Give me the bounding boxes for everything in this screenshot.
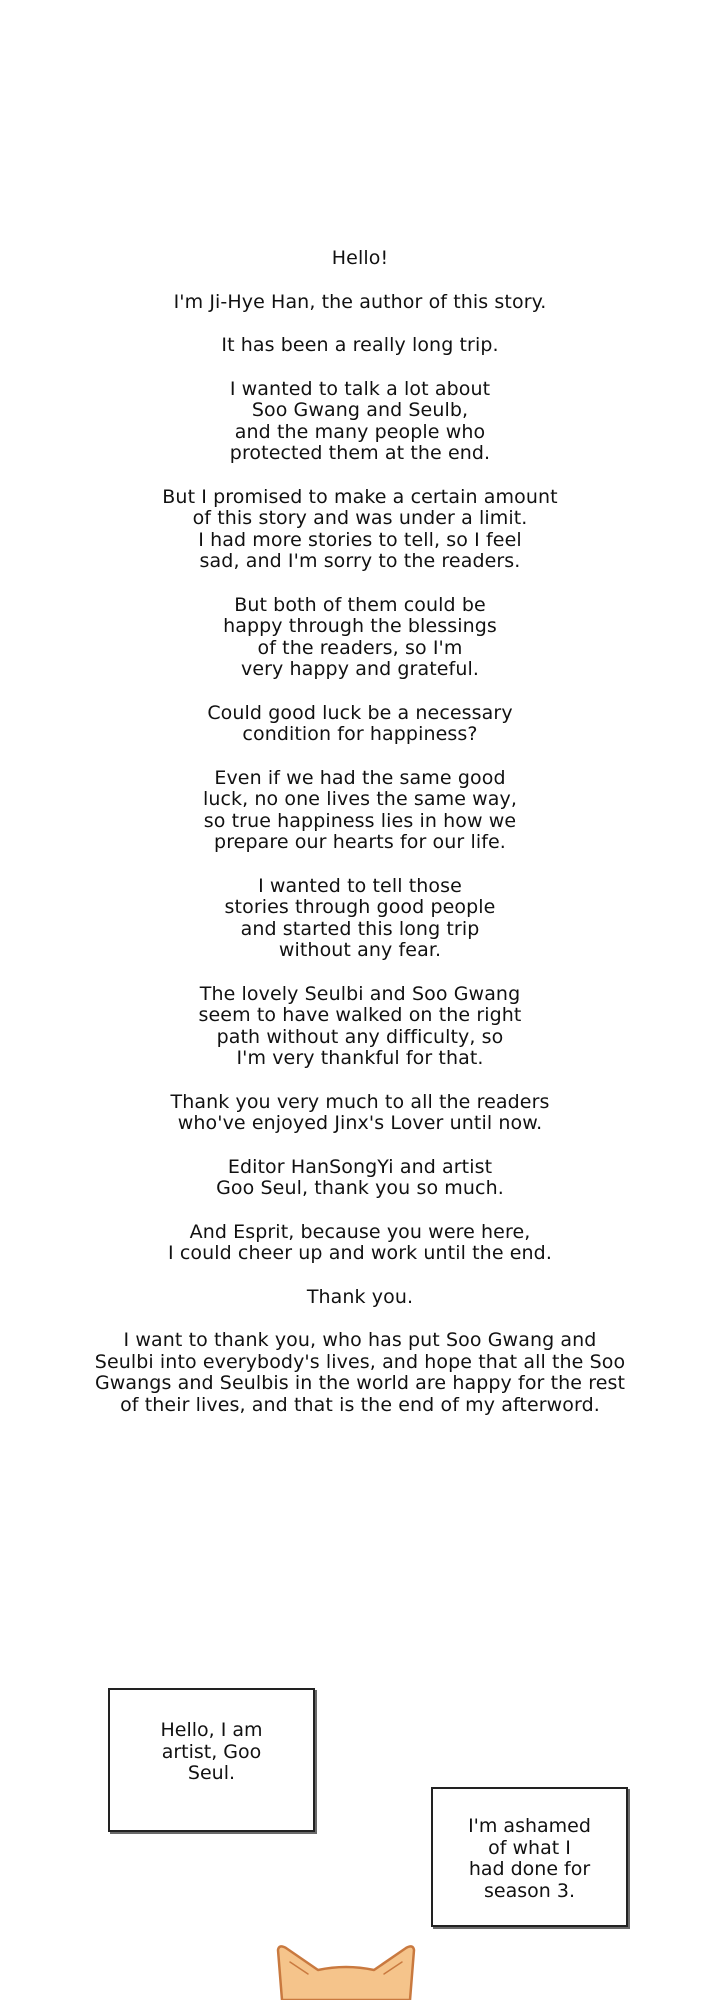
afterword-paragraph: But both of them could be happy through the blessings of the readers, so I'm very happy and grateful. [223, 593, 497, 680]
cat-head [278, 1946, 414, 2000]
afterword-paragraph: Thank you very much to all the readers who've enjoyed Jinx's Lover until now. [170, 1090, 550, 1134]
afterword-paragraph: The lovely Seulbi and Soo Gwang seem to have walked on the right path without any difficulty, so I'm very thankful for that. [198, 982, 522, 1069]
afterword-paragraph: Editor HanSongYi and artist Goo Seul, thank you so much. [216, 1155, 504, 1199]
afterword-paragraph: I wanted to tell those stories through good people and started this long trip without any fear. [224, 874, 496, 961]
afterword-paragraph: But I promised to make a certain amount of this story and was under a limit. I had more stories to tell, so I feel sad, and I'm sorry to the readers. [162, 485, 558, 572]
afterword-paragraph: I wanted to talk a lot about Soo Gwang and Seulb, and the many people who protected them at the end. [229, 377, 491, 464]
afterword-paragraph: Thank you. [306, 1285, 414, 1308]
afterword-paragraph: And Esprit, because you were here, I could cheer up and work until the end. [168, 1220, 552, 1264]
afterword-text [0, 248, 720, 1438]
afterword-paragraph: Even if we had the same good luck, no one lives the same way, so true happiness lies in how we prepare our hearts for our life. [202, 766, 518, 853]
afterword-paragraph: I'm Ji-Hye Han, the author of this story. [173, 290, 547, 313]
afterword-paragraph: Could good luck be a necessary condition for happiness? [207, 701, 513, 745]
afterword-paragraph: Hello! [331, 247, 389, 269]
afterword-paragraph: It has been a really long trip. [221, 334, 499, 356]
cat-ears-illustration [276, 1940, 416, 2000]
caption-box-artist-greeting [108, 1688, 315, 1832]
afterword-paragraph: I want to thank you, who has put Soo Gwang and Seulbi into everybody's lives, and hope that all the Soo Gwangs and Seulbis in the world are happy for the rest of their lives, and that is the end of my afterword. [94, 1329, 626, 1416]
caption-box-artist-apology [431, 1787, 628, 1927]
caption-text: Hello, I am artist, Goo Seul. [160, 1719, 263, 1784]
caption-text: I'm ashamed of what I had done for season 3. [468, 1815, 591, 1902]
